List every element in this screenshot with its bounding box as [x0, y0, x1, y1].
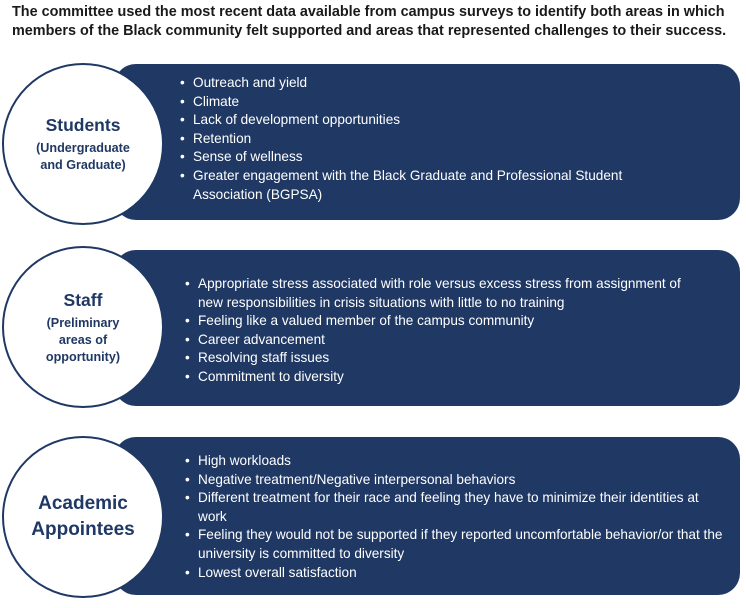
list-item: • Feeling they would not be supported if they reported uncomfortable behavior/or that the university is committed to diversity [185, 526, 725, 563]
academic-appointees-circle [2, 436, 164, 598]
academic-appointees-list [185, 452, 725, 582]
students-list [180, 74, 650, 204]
list-item: • Greater engagement with the Black Graduate and Professional Student Association (BGPSA) [180, 167, 650, 204]
staff-subtitle: (Preliminary areas of opportunity) [45, 315, 121, 364]
intro-text: The committee used the most recent data available from campus surveys to identify both areas in which members of the Black community felt supported and areas that represented challenges to their success. [12, 4, 727, 39]
staff-circle [2, 246, 164, 408]
list-item: • High workloads [185, 452, 725, 471]
list-item: • Negative treatment/Negative interpersonal behaviors [185, 471, 725, 490]
staff-title: Staff [63, 289, 103, 310]
list-item: • Appropriate stress associated with role versus excess stress from assignment of new responsibilities in crisis situations with little to no training [185, 275, 695, 312]
list-item: • Outreach and yield [180, 74, 650, 93]
list-item: • Retention [180, 130, 650, 149]
list-item: • Feeling like a valued member of the campus community [185, 312, 695, 331]
academic-appointees-title: Academic Appointees [31, 493, 135, 540]
list-item: • Climate [180, 93, 650, 112]
staff-list [185, 275, 695, 387]
list-item: • Resolving staff issues [185, 349, 695, 368]
list-item: • Lack of development opportunities [180, 111, 650, 130]
list-item: • Different treatment for their race and feeling they have to minimize their identities at work [185, 489, 725, 526]
list-item: • Commitment to diversity [185, 368, 695, 387]
students-title: Students [45, 115, 121, 135]
students-subtitle: (Undergraduate and Graduate) [36, 141, 130, 172]
list-item: • Sense of wellness [180, 148, 650, 167]
students-circle [2, 63, 164, 225]
list-item: • Lowest overall satisfaction [185, 564, 725, 583]
list-item: • Career advancement [185, 331, 695, 350]
